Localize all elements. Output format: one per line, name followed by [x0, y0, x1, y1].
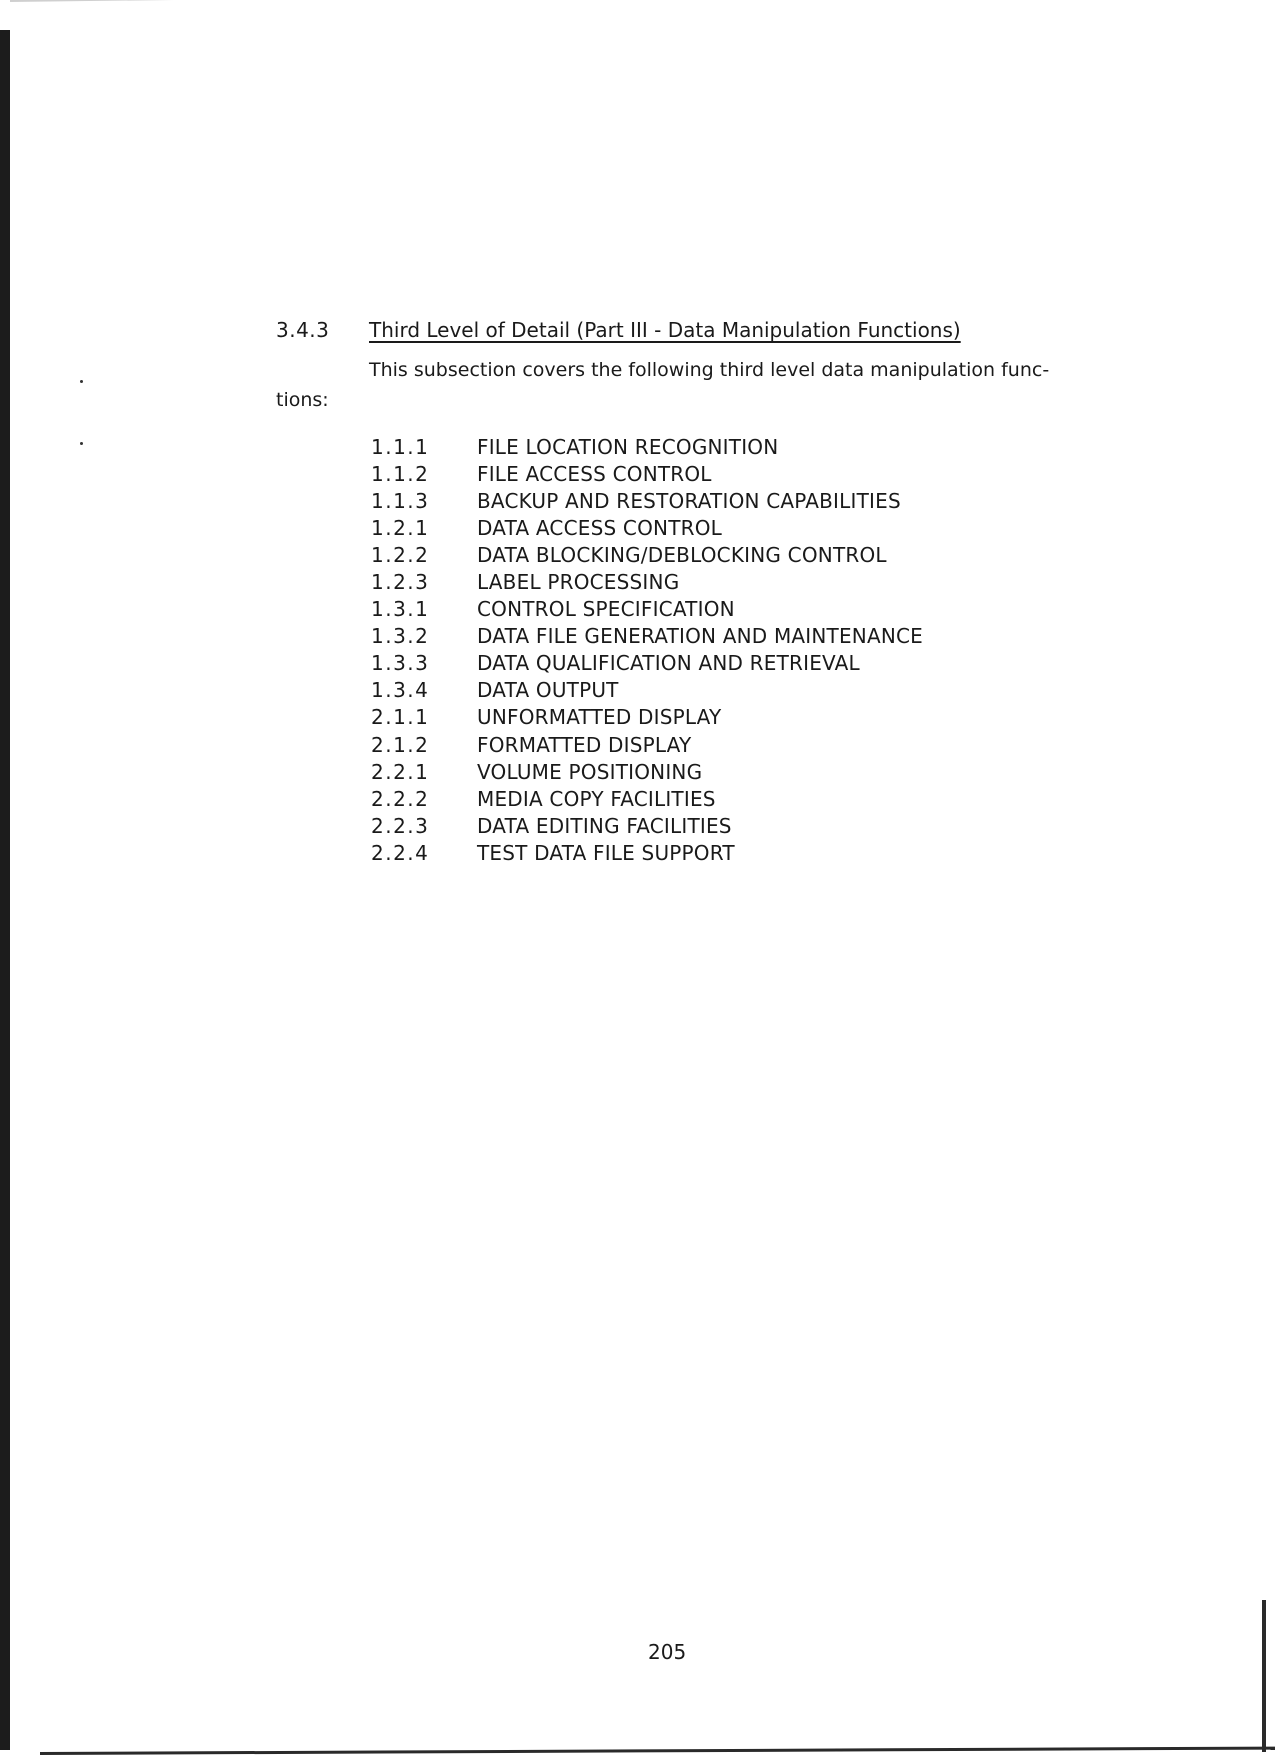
list-item — [371, 758, 923, 785]
list-item — [371, 596, 923, 623]
list-item — [371, 812, 923, 839]
list-item — [371, 568, 923, 595]
function-number: 1.1.3 — [371, 488, 430, 513]
function-number: 2.2.3 — [371, 813, 430, 838]
section-title: Third Level of Detail (Part III - Data Manipulation Functions) — [369, 318, 961, 342]
function-name: DATA BLOCKING/DEBLOCKING CONTROL — [477, 542, 887, 567]
list-item — [371, 623, 923, 650]
function-number: 1.3.2 — [371, 624, 430, 649]
list-item — [371, 731, 923, 758]
function-number: 2.2.2 — [371, 786, 430, 811]
list-item — [371, 677, 923, 704]
scan-border-top — [10, 0, 1225, 2]
function-name: BACKUP AND RESTORATION CAPABILITIES — [477, 488, 901, 513]
intro-text-line2: tions: — [276, 389, 329, 411]
function-number: 1.2.2 — [371, 542, 430, 567]
function-name: LABEL PROCESSING — [477, 570, 680, 595]
scan-border-bottom — [40, 1747, 1275, 1755]
function-number: 1.1.1 — [371, 434, 430, 459]
function-number: 1.3.4 — [371, 678, 430, 703]
function-name: DATA ACCESS CONTROL — [477, 515, 722, 540]
list-item — [371, 433, 923, 460]
function-number: 1.2.3 — [371, 570, 430, 595]
scan-border-left — [0, 30, 10, 1750]
scan-speck — [80, 380, 83, 383]
list-item — [371, 704, 923, 731]
function-name: DATA OUTPUT — [477, 678, 619, 703]
function-name: VOLUME POSITIONING — [477, 759, 703, 784]
section-number: 3.4.3 — [276, 318, 330, 342]
function-name: UNFORMATTED DISPLAY — [477, 705, 722, 730]
function-number: 1.3.1 — [371, 597, 430, 622]
function-number: 2.1.1 — [371, 705, 430, 730]
function-number: 1.3.3 — [371, 651, 430, 676]
intro-text-line1: This subsection covers the following third level data manipulation func- — [369, 359, 1050, 381]
function-number: 2.2.4 — [371, 840, 430, 865]
scan-speck — [80, 442, 83, 445]
function-name: FILE ACCESS CONTROL — [477, 461, 712, 486]
function-name: DATA QUALIFICATION AND RETRIEVAL — [477, 651, 860, 676]
function-name: FILE LOCATION RECOGNITION — [477, 434, 779, 459]
list-item — [371, 541, 923, 568]
function-name: TEST DATA FILE SUPPORT — [477, 840, 735, 865]
function-number: 1.2.1 — [371, 515, 430, 540]
function-name: FORMATTED DISPLAY — [477, 732, 692, 757]
scan-border-right — [1262, 1600, 1266, 1752]
list-item — [371, 514, 923, 541]
page-number: 205 — [648, 1640, 687, 1664]
list-item — [371, 460, 923, 487]
function-number: 1.1.2 — [371, 461, 430, 486]
function-list — [371, 433, 923, 867]
function-name: MEDIA COPY FACILITIES — [477, 786, 716, 811]
list-item — [371, 839, 923, 866]
function-name: DATA FILE GENERATION AND MAINTENANCE — [477, 624, 923, 649]
function-name: CONTROL SPECIFICATION — [477, 597, 735, 622]
function-name: DATA EDITING FACILITIES — [477, 813, 732, 838]
list-item — [371, 650, 923, 677]
list-item — [371, 487, 923, 514]
function-number: 2.1.2 — [371, 732, 430, 757]
function-number: 2.2.1 — [371, 759, 430, 784]
list-item — [371, 785, 923, 812]
